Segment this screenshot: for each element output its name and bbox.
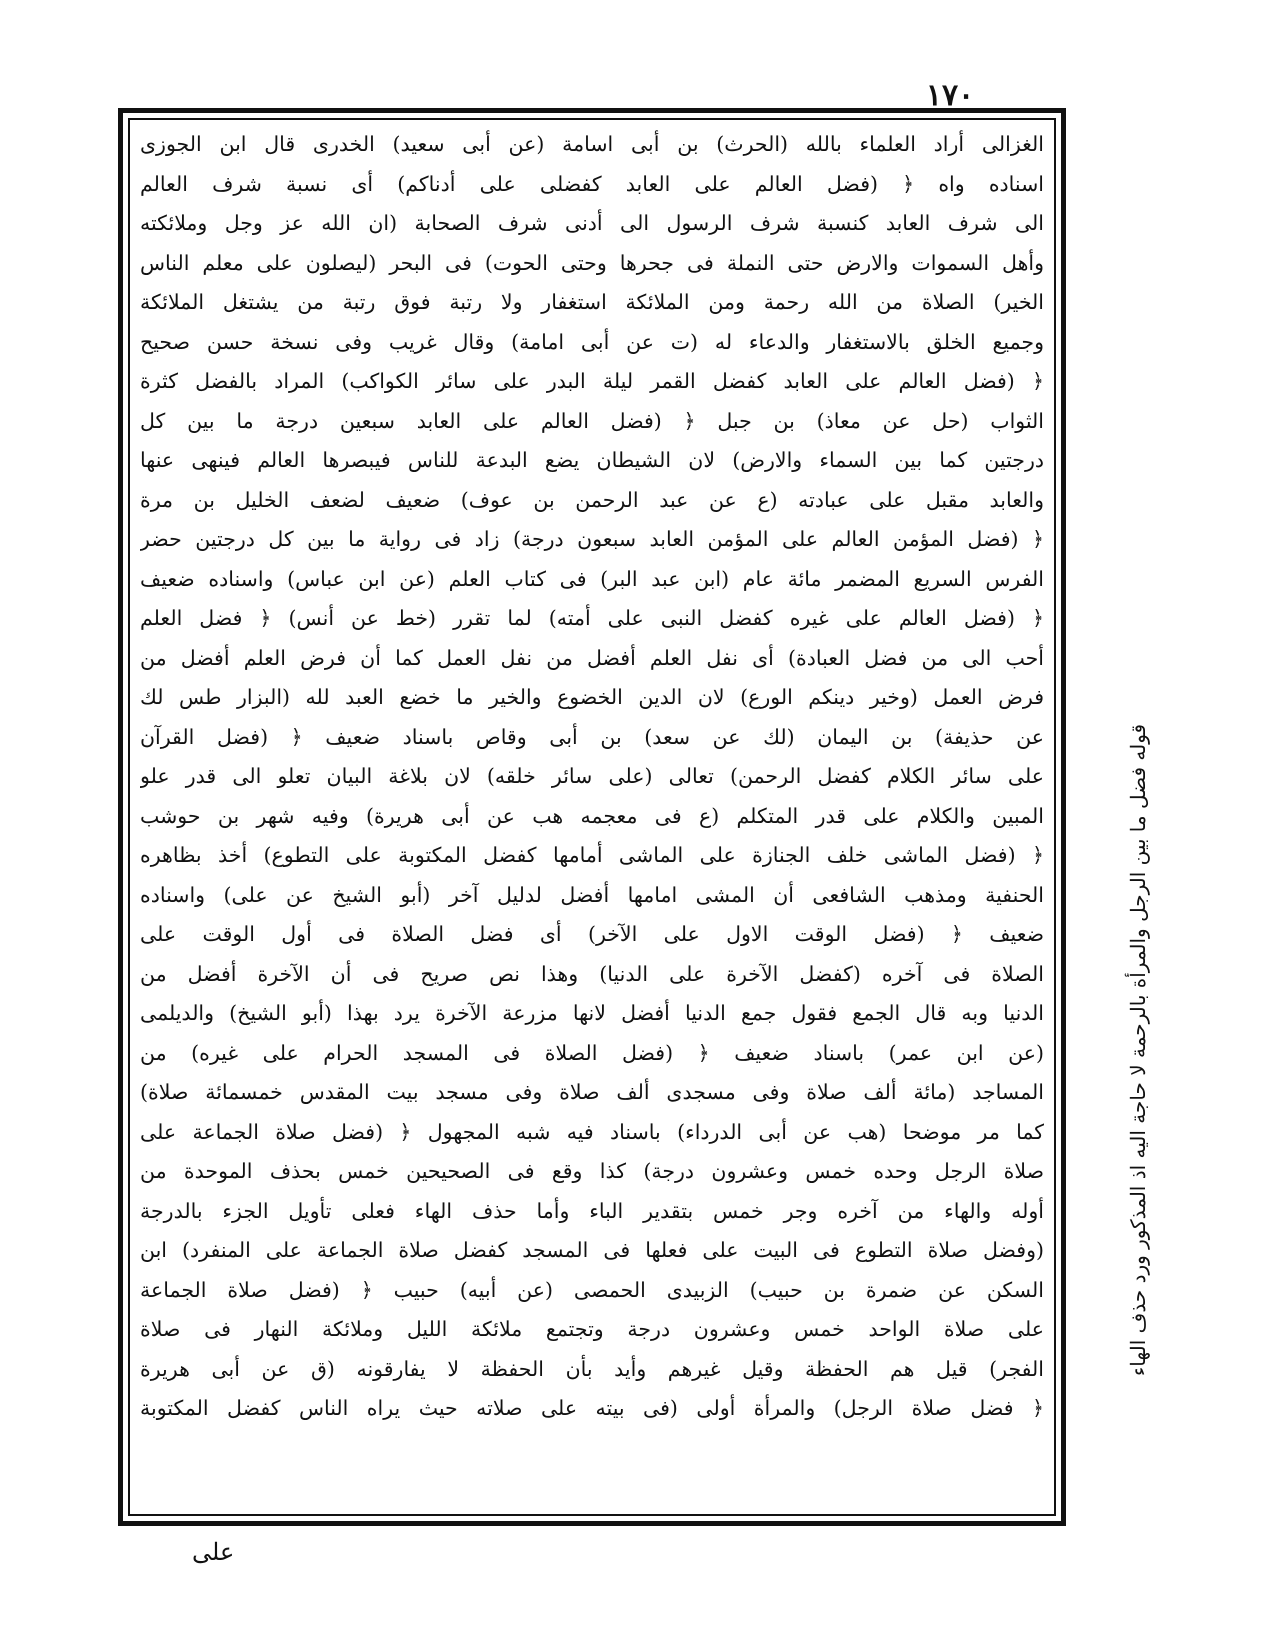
margin-note-text: قوله فضل ما بين الرجل والمرأة بالرحمة لا حاجة اليه اذ المذكور ورد حذف الهاء bbox=[1126, 723, 1150, 1377]
text-line: الدنيا وبه قال الجمع فقول جمع الدنيا أفضل لانها مزرعة الآخرة يرد بهذا (أبو الشيخ) والديلمى bbox=[140, 1001, 1044, 1025]
text-line: على صلاة الواحد خمس وعشرون درجة وتجتمع ملائكة الليل وملائكة النهار فى صلاة bbox=[140, 1317, 1044, 1341]
page-number: ١٧٠ bbox=[925, 78, 975, 113]
main-text-block bbox=[140, 125, 1044, 1510]
text-line: ﴿ (فضل المؤمن العالم على المؤمن العابد سبعون درجة) زاد فى رواية ما بين كل درجتين حضر bbox=[140, 527, 1044, 551]
text-line: والعابد مقبل على عبادته (ع عن عبد الرحمن بن عوف) ضعيف لضعف الخليل بن مرة bbox=[140, 487, 1044, 512]
catchword: على bbox=[192, 1538, 235, 1566]
text-line bbox=[140, 1429, 1044, 1469]
text-line: أحب الى من فضل العبادة) أى نفل العلم أفضل من نفل العمل كما أن فرض العلم أفضل من bbox=[140, 645, 1044, 670]
text-line: الفجر) قيل هم الحفظة وقيل غيرهم وأيد بأن الحفظة لا يفارقونه (ق عن أبى هريرة bbox=[140, 1356, 1044, 1381]
margin-note bbox=[1115, 640, 1161, 1460]
text-line: عن حذيفة) بن اليمان (لك عن سعد) بن أبى وقاص باسناد ضعيف ﴿ (فضل القرآن bbox=[140, 724, 1044, 749]
text-line: ﴿ (فضل العالم على العابد كفضل القمر ليلة البدر على سائر الكواكب) المراد بالفضل كثرة bbox=[140, 369, 1044, 393]
text-line: الغزالى أراد العلماء بالله (الحرث) بن أبى اسامة (عن أبى سعيد) الخدرى قال ابن الجوزى bbox=[140, 132, 1044, 156]
text-line: الحنفية ومذهب الشافعى أن المشى امامها أفضل لدليل آخر (أبو الشيخ عن على) واسناده bbox=[140, 882, 1044, 907]
text-line: (وفضل صلاة التطوع فى البيت على فعلها فى المسجد كفضل صلاة الجماعة على المنفرد) ابن bbox=[140, 1238, 1044, 1262]
text-line: على سائر الكلام كفضل الرحمن) تعالى (على سائر خلقه) لان بلاغة البيان تعلو الى قدر علو bbox=[140, 764, 1044, 788]
text-line: الصلاة فى آخره (كفضل الآخرة على الدنيا) وهذا نص صريح فى أن الآخرة أفضل من bbox=[140, 961, 1044, 986]
text-line: صلاة الرجل وحده خمس وعشرون درجة) كذا وقع فى الصحيحين خمس بحذف الموحدة من bbox=[140, 1159, 1044, 1183]
text-line: فرض العمل (وخير دينكم الورع) لان الدين الخضوع والخير ما خضع العبد لله (البزار طس لك bbox=[140, 685, 1044, 709]
text-line: السكن عن ضمرة بن حبيب) الزبيدى الحمصى (عن أبيه) حبيب ﴿ (فضل صلاة الجماعة bbox=[140, 1277, 1044, 1302]
text-line: ﴿ (فضل العالم على غيره كفضل النبى على أمته) لما تقرر (خط عن أنس) ﴿ فضل العلم bbox=[140, 606, 1044, 630]
text-line: درجتين كما بين السماء والارض) لان الشيطان يضع البدعة للناس فيبصرها العالم فينهى عنها bbox=[140, 448, 1044, 472]
text-line: ﴿ (فضل الماشى خلف الجنازة على الماشى أمامها كفضل المكتوبة على التطوع) أخذ بظاهره bbox=[140, 843, 1044, 867]
text-line: وأهل السموات والارض حتى النملة فى جحرها وحتى الحوت) فى البحر (ليصلون على معلم الناس bbox=[140, 250, 1044, 275]
text-line: الى شرف العابد كنسبة شرف الرسول الى أدنى شرف الصحابة (ان الله عز وجل وملائكته bbox=[140, 211, 1044, 235]
text-line: (عن ابن عمر) باسناد ضعيف ﴿ (فضل الصلاة فى المسجد الحرام على غيره) من bbox=[140, 1040, 1044, 1065]
text-line: ضعيف ﴿ (فضل الوقت الاول على الآخر) أى فضل الصلاة فى أول الوقت على bbox=[140, 922, 1044, 946]
text-line: المبين والكلام على قدر المتكلم (ع فى معجمه هب عن أبى هريرة) وفيه شهر بن حوشب bbox=[140, 803, 1044, 828]
text-line: اسناده واه ﴿ (فضل العالم على العابد كفضلى على أدناكم) أى نسبة شرف العالم bbox=[140, 171, 1044, 196]
text-line: الخير) الصلاة من الله رحمة ومن الملائكة استغفار ولا رتبة فوق رتبة من يشتغل الملائكة bbox=[140, 290, 1044, 314]
text-line: المساجد (مائة ألف صلاة وفى مسجدى ألف صلاة وفى مسجد بيت المقدس خمسمائة صلاة) bbox=[140, 1080, 1044, 1104]
text-line: وجميع الخلق بالاستغفار والدعاء له (ت عن أبى امامة) وقال غريب وفى نسخة حسن صحيح bbox=[140, 329, 1044, 354]
text-line: كما مر موضحا (هب عن أبى الدرداء) باسناد فيه شبه المجهول ﴿ (فضل صلاة الجماعة على bbox=[140, 1119, 1044, 1144]
text-line: أوله والهاء من آخره وجر خمس بتقدير الباء وأما حذف الهاء فعلى تأويل الجزء بالدرجة bbox=[140, 1198, 1044, 1223]
text-line: الفرس السريع المضمر مائة عام (ابن عبد البر) فى كتاب العلم (عن ابن عباس) واسناده ضعيف bbox=[140, 566, 1044, 591]
text-line: الثواب (حل عن معاذ) بن جبل ﴿ (فضل العالم على العابد سبعين درجة ما بين كل bbox=[140, 408, 1044, 433]
text-line: ﴿ فضل صلاة الرجل) والمرأة أولى (فى بيته على صلاته حيث يراه الناس كفضل المكتوبة bbox=[140, 1396, 1044, 1420]
